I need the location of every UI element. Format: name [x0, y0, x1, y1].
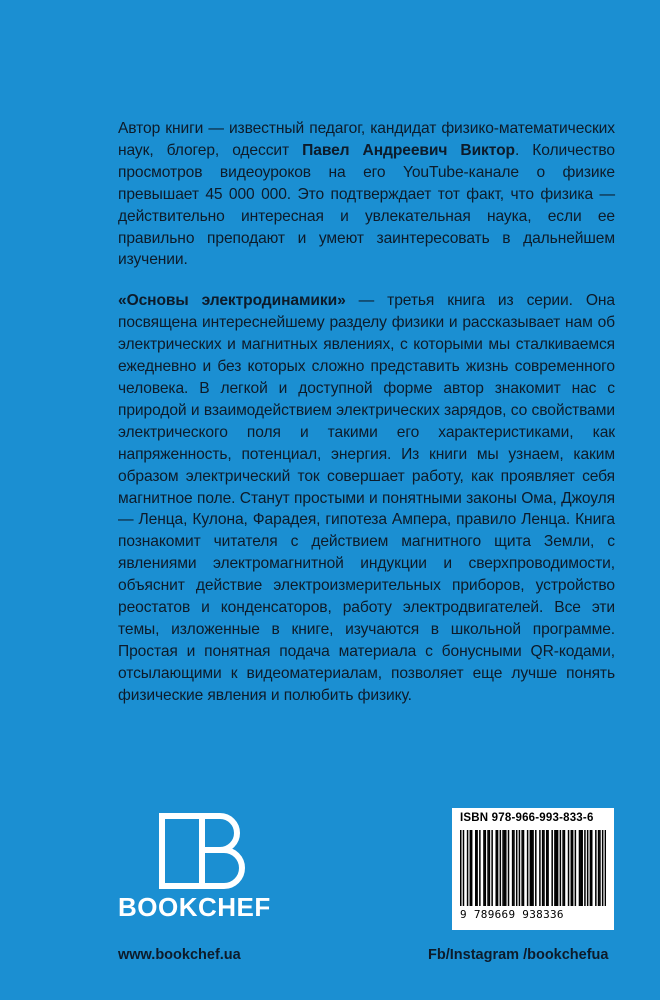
- barcode-bar: [500, 830, 502, 906]
- barcode-bar: [599, 830, 601, 906]
- barcode-bar: [535, 830, 537, 906]
- barcode-bar: [475, 830, 477, 906]
- barcode-bar: [483, 830, 485, 906]
- publisher-logo: [118, 812, 298, 922]
- barcode-bar: [542, 830, 544, 906]
- barcode-bar: [463, 830, 465, 906]
- barcode-bar: [495, 830, 497, 906]
- barcode-bar: [491, 830, 493, 906]
- barcode-bar: [516, 830, 518, 906]
- isbn-barcode: [452, 808, 614, 930]
- barcode-bar: [487, 830, 489, 906]
- barcode-bar: [479, 830, 481, 906]
- barcode-bar: [564, 830, 566, 906]
- barcode-bar: [485, 830, 487, 906]
- barcode-bar: [505, 830, 507, 906]
- barcode-bar: [560, 830, 562, 906]
- barcode-bar: [602, 830, 604, 906]
- barcode-bar: [471, 830, 473, 906]
- author-details-text: . Количество просмотров видеоуроков на его YouTube-канале о физике превышает 45 000 000. Это подтверждает тот факт, что физика — действительно интересная и увлекательная наука, если ее правильно преподают и умеют заинтересовать в дальнейшем изучении.: [118, 141, 615, 269]
- barcode-bar: [562, 830, 564, 906]
- publisher-social[interactable]: Fb/Instagram /bookchefua: [428, 947, 609, 963]
- barcode-bar: [572, 830, 574, 906]
- barcode-bar: [543, 830, 545, 906]
- barcode-bar: [591, 830, 593, 906]
- bookchef-logo-icon: [158, 812, 248, 890]
- barcode-bar: [598, 830, 600, 906]
- barcode-bar: [590, 830, 592, 906]
- barcode-bar: [579, 830, 581, 906]
- barcode-bar: [513, 830, 515, 906]
- book-description: — третья книга из серии. Она посвящена интереснейшему разделу физики и рассказывает нам об электрических и магнитных явлениях, с которыми мы сталкиваемся ежедневно и без которых сложно представить жизнь современного человека. В легкой и доступной форме автор знакомит нас с природой и взаимодействием электрических зарядов, со свойствами электрического поля и такими его характеристиками, как напряженность, потенциал, энергия. Из книги мы узнаем, каким образом электрический ток совершает работу, как проявляет себя магнитное поле. Станут простыми и понятными законы Ома, Джоуля — Ленца, Кулона, Фарадея, гипотеза Ампера, правило Ленца. Книга познакомит читателя с действием магнитного щита Земли, с явлениями электромагнитной индукции и сверхпроводимости, объяснит действие электроизмерительных приборов, устройство реостатов и конденсаторов, работу электродвигателей. Все эти темы, изложенные в книге, изучаются в школьной программе. Простая и понятная подача материала с бонусными QR-кодами, отсылающими к видеоматериалам, позволяет еще лучше понять физические явления и полюбить физику.: [118, 292, 615, 704]
- barcode-digits: 9 789669 938336: [460, 908, 564, 921]
- barcode-bar: [502, 830, 504, 906]
- barcode-bar: [547, 830, 549, 906]
- barcode-bar: [557, 830, 559, 906]
- barcode-bar: [539, 830, 541, 906]
- barcode-bar: [587, 830, 589, 906]
- barcode-bar: [512, 830, 514, 906]
- barcode-bar: [556, 830, 558, 906]
- book-title: «Основы электродинамики»: [118, 292, 346, 310]
- barcode-bar: [460, 830, 462, 906]
- annotation-text: [118, 118, 615, 707]
- barcode-bar: [523, 830, 525, 906]
- barcode-bar: [476, 830, 478, 906]
- barcode-bar: [521, 830, 523, 906]
- barcode-bar: [551, 830, 553, 906]
- publisher-name: BOOKCHEF: [118, 892, 271, 922]
- barcode-bar: [581, 830, 583, 906]
- barcode-bar: [527, 830, 529, 906]
- author-name: Павел Андреевич Виктор: [302, 141, 515, 159]
- barcode-bar: [571, 830, 573, 906]
- barcode-bar: [532, 830, 534, 906]
- barcode-bar: [530, 830, 532, 906]
- barcode-bar: [519, 830, 521, 906]
- barcode-bar: [470, 830, 472, 906]
- barcode-bar: [575, 830, 577, 906]
- barcode-bar: [595, 830, 597, 906]
- barcode-bar: [504, 830, 506, 906]
- barcode-bars: [460, 830, 606, 906]
- barcode-bar: [584, 830, 586, 906]
- barcode-bar: [508, 830, 510, 906]
- barcode-bar: [531, 830, 533, 906]
- barcode-bar: [554, 830, 556, 906]
- barcode-bar: [467, 830, 469, 906]
- book-paragraph: [118, 290, 615, 706]
- author-paragraph: [118, 118, 615, 271]
- author-intro-text: Автор книги — известный педагог, кандидат физико-математических наук, блогер, одессит: [118, 120, 615, 159]
- barcode-bar: [580, 830, 582, 906]
- isbn-label: ISBN 978-966-993-833-6: [460, 812, 594, 824]
- publisher-website[interactable]: www.bookchef.ua: [118, 947, 241, 963]
- barcode-bar: [489, 830, 491, 906]
- barcode-bar: [605, 830, 606, 906]
- barcode-bar: [497, 830, 499, 906]
- barcode-bar: [568, 830, 570, 906]
- barcode-bar: [546, 830, 548, 906]
